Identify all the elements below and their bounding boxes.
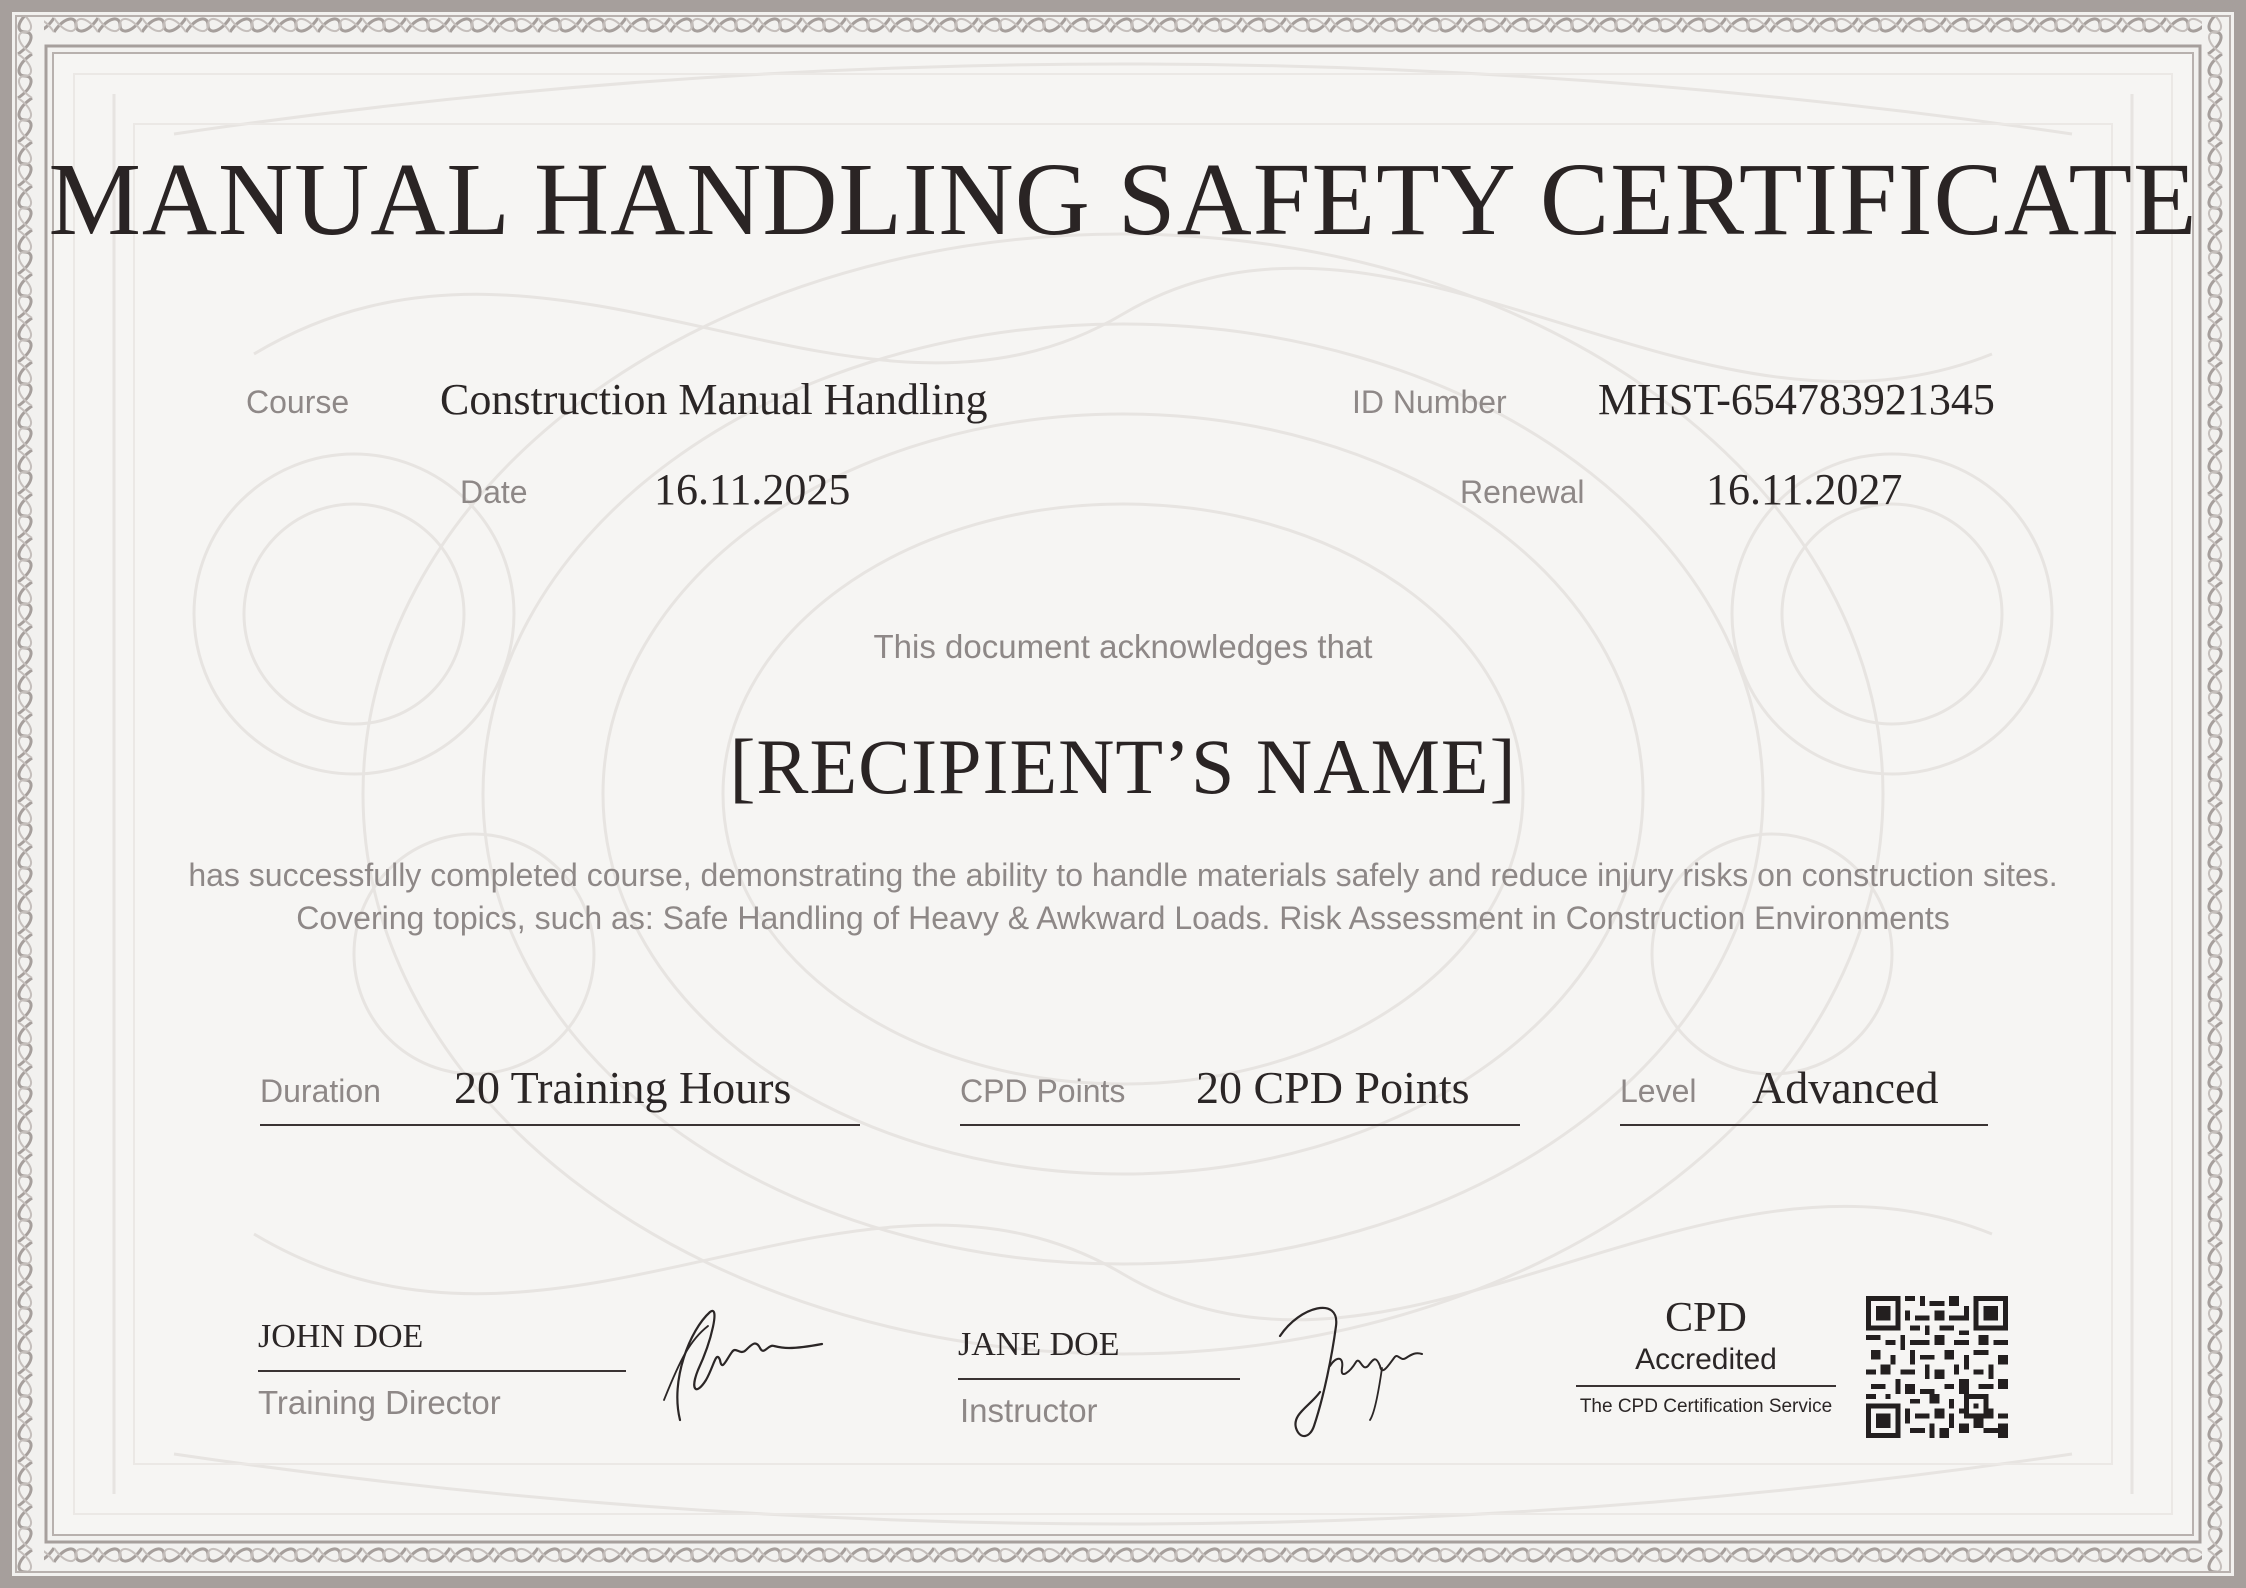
course-description: has successfully completed course, demonstrating the ability to handle materials safely and reduce injury risks on construction sites. Covering topics, such as: Safe Handling of Heavy & Awkward Loads. Risk Assessment in Construction Environments — [188, 857, 2058, 936]
renewal-label: Renewal — [1460, 474, 1585, 510]
signatory-2-line — [958, 1378, 1240, 1380]
signatory-2-name: JANE DOE — [958, 1326, 1120, 1363]
cpd-accredited: Accredited — [1635, 1343, 1777, 1376]
recipient-name: [RECIPIENT’S NAME] — [729, 723, 1517, 810]
cpd-points-stat — [960, 1058, 1520, 1126]
signatory-2-role: Instructor — [960, 1392, 1098, 1429]
id-number-label: ID Number — [1352, 384, 1507, 420]
duration-value: 20 Training Hours — [454, 1062, 792, 1113]
level-label: Level — [1620, 1073, 1697, 1109]
signature-1 — [650, 1300, 830, 1430]
duration-stat — [260, 1058, 860, 1126]
cpd-points-label: CPD Points — [960, 1073, 1126, 1109]
cpd-service: The CPD Certification Service — [1579, 1396, 1833, 1417]
date-value: 16.11.2025 — [654, 465, 851, 514]
id-number-value: MHST-654783921345 — [1598, 375, 1995, 424]
qr-code-icon[interactable] — [1866, 1296, 2008, 1438]
signatory-1-name: JOHN DOE — [258, 1318, 424, 1355]
course-label: Course — [246, 384, 350, 420]
date-label: Date — [460, 474, 528, 510]
level-stat — [1620, 1058, 1988, 1126]
signatory-1-role: Training Director — [258, 1384, 501, 1421]
level-value: Advanced — [1752, 1062, 1939, 1113]
certificate-title: MANUAL HANDLING SAFETY CERTIFICATE — [48, 142, 2198, 257]
renewal-value: 16.11.2027 — [1706, 465, 1903, 514]
cpd-points-value: 20 CPD Points — [1196, 1062, 1470, 1113]
cpd-title: CPD — [1665, 1295, 1747, 1341]
cpd-divider — [1576, 1385, 1836, 1387]
duration-label: Duration — [260, 1073, 381, 1109]
course-value: Construction Manual Handling — [440, 375, 988, 424]
signature-2 — [1270, 1296, 1430, 1446]
acknowledgement-text: This document acknowledges that — [873, 628, 1373, 665]
signatory-1-line — [258, 1370, 626, 1372]
